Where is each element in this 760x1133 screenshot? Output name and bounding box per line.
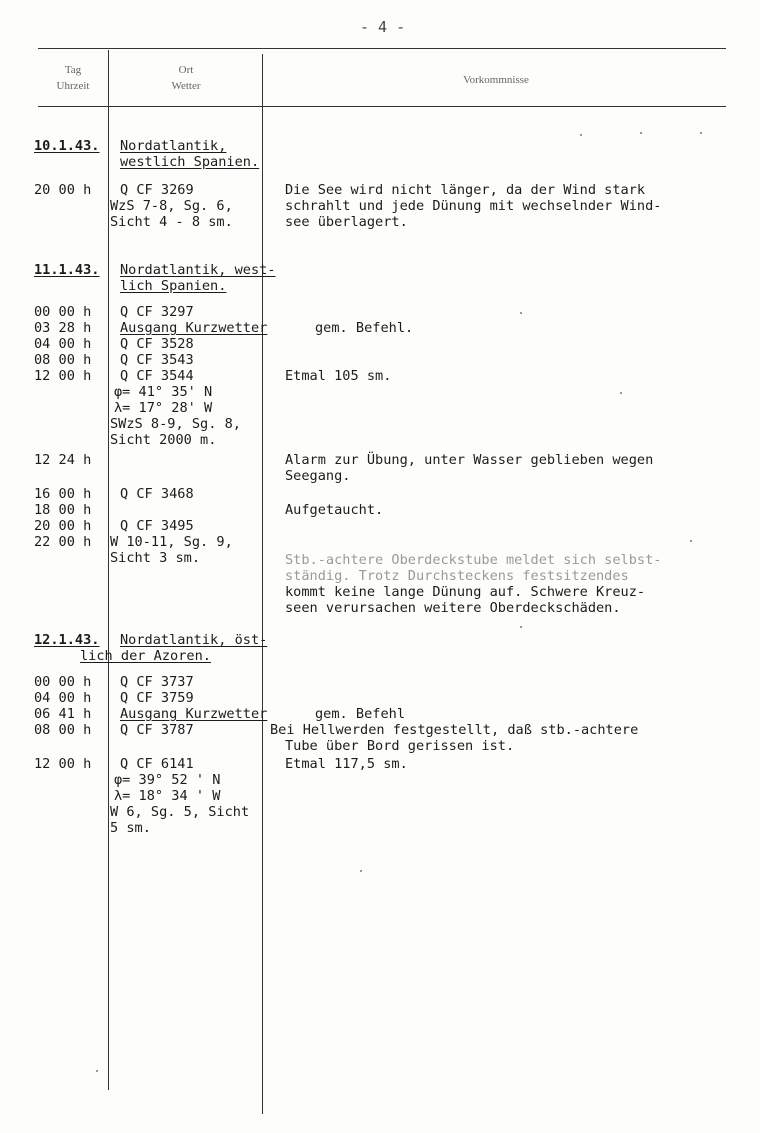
entry-event-line: Alarm zur Übung, unter Wasser geblieben wegen bbox=[285, 452, 654, 468]
header-col-time bbox=[40, 62, 106, 94]
entry-place-line: Q CF 3269 bbox=[120, 182, 194, 198]
entry-event-line: Die See wird nicht länger, da der Wind stark bbox=[285, 182, 646, 198]
entry-place-line: φ= 39° 52 ' N bbox=[114, 772, 221, 788]
entry-time: 04 00 h bbox=[34, 690, 92, 706]
entry-time: 08 00 h bbox=[34, 352, 92, 368]
day-location-line: lich Spanien. bbox=[120, 278, 227, 294]
entry-time: 20 00 h bbox=[34, 518, 92, 534]
header-col-events: Vorkommnisse bbox=[463, 74, 529, 86]
entry-place-line: Q CF 3787 bbox=[120, 722, 194, 738]
header-col-place bbox=[112, 62, 260, 94]
scan-speck bbox=[360, 870, 362, 872]
entry-time: 03 28 h bbox=[34, 320, 92, 336]
entry-event-line: seen verursachen weitere Oberdeckschäden. bbox=[285, 600, 621, 616]
entry-time: 22 00 h bbox=[34, 534, 92, 550]
scan-speck bbox=[520, 626, 522, 628]
entry-place-line: λ= 18° 34 ' W bbox=[114, 788, 221, 804]
day-location-line: lich der Azoren. bbox=[80, 648, 211, 664]
entry-event-line: ständig. Trotz Durchsteckens festsitzendes bbox=[285, 568, 629, 584]
entry-place-line: Q CF 3297 bbox=[120, 304, 194, 320]
day-date: 10.1.43. bbox=[34, 138, 100, 154]
entry-place-line: Q CF 6141 bbox=[120, 756, 194, 772]
entry-time: 00 00 h bbox=[34, 674, 92, 690]
entry-time: 12 24 h bbox=[34, 452, 92, 468]
entry-place-line: Q CF 3759 bbox=[120, 690, 194, 706]
entry-place-line: φ= 41° 35' N bbox=[114, 384, 213, 400]
entry-place-line: Q CF 3737 bbox=[120, 674, 194, 690]
entry-place-line: Q CF 3495 bbox=[120, 518, 194, 534]
entry-event-line: gem. Befehl bbox=[315, 706, 406, 722]
entry-time: 12 00 h bbox=[34, 756, 92, 772]
entry-event-line: Bei Hellwerden festgestellt, daß stb.-achtere bbox=[270, 722, 639, 738]
header-col-time-line1: Tag bbox=[64, 64, 82, 76]
entry-place-line: Q CF 3543 bbox=[120, 352, 194, 368]
day-date: 11.1.43. bbox=[34, 262, 100, 278]
entry-place-line: W 6, Sg. 5, Sicht bbox=[110, 804, 250, 820]
header-col-place-line1: Ort bbox=[178, 64, 194, 76]
entry-place-line: Q CF 3468 bbox=[120, 486, 194, 502]
page-number: - 4 - bbox=[360, 18, 406, 36]
entry-place-line: Sicht 4 - 8 sm. bbox=[110, 214, 233, 230]
entry-place-line: W 10-11, Sg. 9, bbox=[110, 534, 233, 550]
day-location-line: Nordatlantik, west- bbox=[120, 262, 276, 278]
entry-event-line: Seegang. bbox=[285, 468, 351, 484]
entry-event-line: gem. Befehl. bbox=[315, 320, 414, 336]
entry-time: 12 00 h bbox=[34, 368, 92, 384]
entry-event-line: Tube über Bord gerissen ist. bbox=[285, 738, 515, 754]
entry-place-line: SWzS 8-9, Sg. 8, bbox=[110, 416, 241, 432]
entry-place-line: WzS 7-8, Sg. 6, bbox=[110, 198, 233, 214]
entry-place-line: Ausgang Kurzwetter bbox=[120, 320, 268, 336]
entry-time: 00 00 h bbox=[34, 304, 92, 320]
entry-place-line: 5 sm. bbox=[110, 820, 151, 836]
entry-time: 16 00 h bbox=[34, 486, 92, 502]
day-date: 12.1.43. bbox=[34, 632, 100, 648]
header-col-time-line2: Uhrzeit bbox=[56, 80, 90, 92]
header-top-rule bbox=[38, 48, 726, 49]
entry-place-line: Sicht 2000 m. bbox=[110, 432, 217, 448]
scan-speck bbox=[640, 132, 642, 134]
entry-time: 20 00 h bbox=[34, 182, 92, 198]
scan-speck bbox=[96, 1070, 98, 1072]
entry-place-line: Sicht 3 sm. bbox=[110, 550, 201, 566]
scan-speck bbox=[620, 392, 622, 394]
entry-place-line: Q CF 3544 bbox=[120, 368, 194, 384]
column-divider-1 bbox=[108, 50, 109, 1090]
scan-speck bbox=[580, 134, 582, 136]
entry-event-line: Etmal 105 sm. bbox=[285, 368, 392, 384]
day-location-line: westlich Spanien. bbox=[120, 154, 260, 170]
day-location-line: Nordatlantik, bbox=[120, 138, 227, 154]
entry-event-line: see überlagert. bbox=[285, 214, 408, 230]
entry-event-line: Stb.-achtere Oberdeckstube meldet sich selbst- bbox=[285, 552, 662, 568]
entry-event-line: Aufgetaucht. bbox=[285, 502, 384, 518]
header-bottom-rule bbox=[38, 106, 726, 107]
header-col-place-line2: Wetter bbox=[171, 80, 201, 92]
entry-place-line: λ= 17° 28' W bbox=[114, 400, 213, 416]
entry-time: 06 41 h bbox=[34, 706, 92, 722]
day-location-line: Nordatlantik, öst- bbox=[120, 632, 268, 648]
entry-place-line: Q CF 3528 bbox=[120, 336, 194, 352]
entry-event-line: kommt keine lange Dünung auf. Schwere Kreuz- bbox=[285, 584, 646, 600]
entry-time: 08 00 h bbox=[34, 722, 92, 738]
entry-event-line: Etmal 117,5 sm. bbox=[285, 756, 408, 772]
scan-speck bbox=[520, 312, 522, 314]
entry-event-line: schrahlt und jede Dünung mit wechselnder Wind- bbox=[285, 198, 662, 214]
entry-time: 04 00 h bbox=[34, 336, 92, 352]
scan-speck bbox=[700, 132, 702, 134]
scan-speck bbox=[690, 540, 692, 542]
entry-place-line: Ausgang Kurzwetter bbox=[120, 706, 268, 722]
entry-time: 18 00 h bbox=[34, 502, 92, 518]
column-divider-2 bbox=[262, 54, 263, 1114]
